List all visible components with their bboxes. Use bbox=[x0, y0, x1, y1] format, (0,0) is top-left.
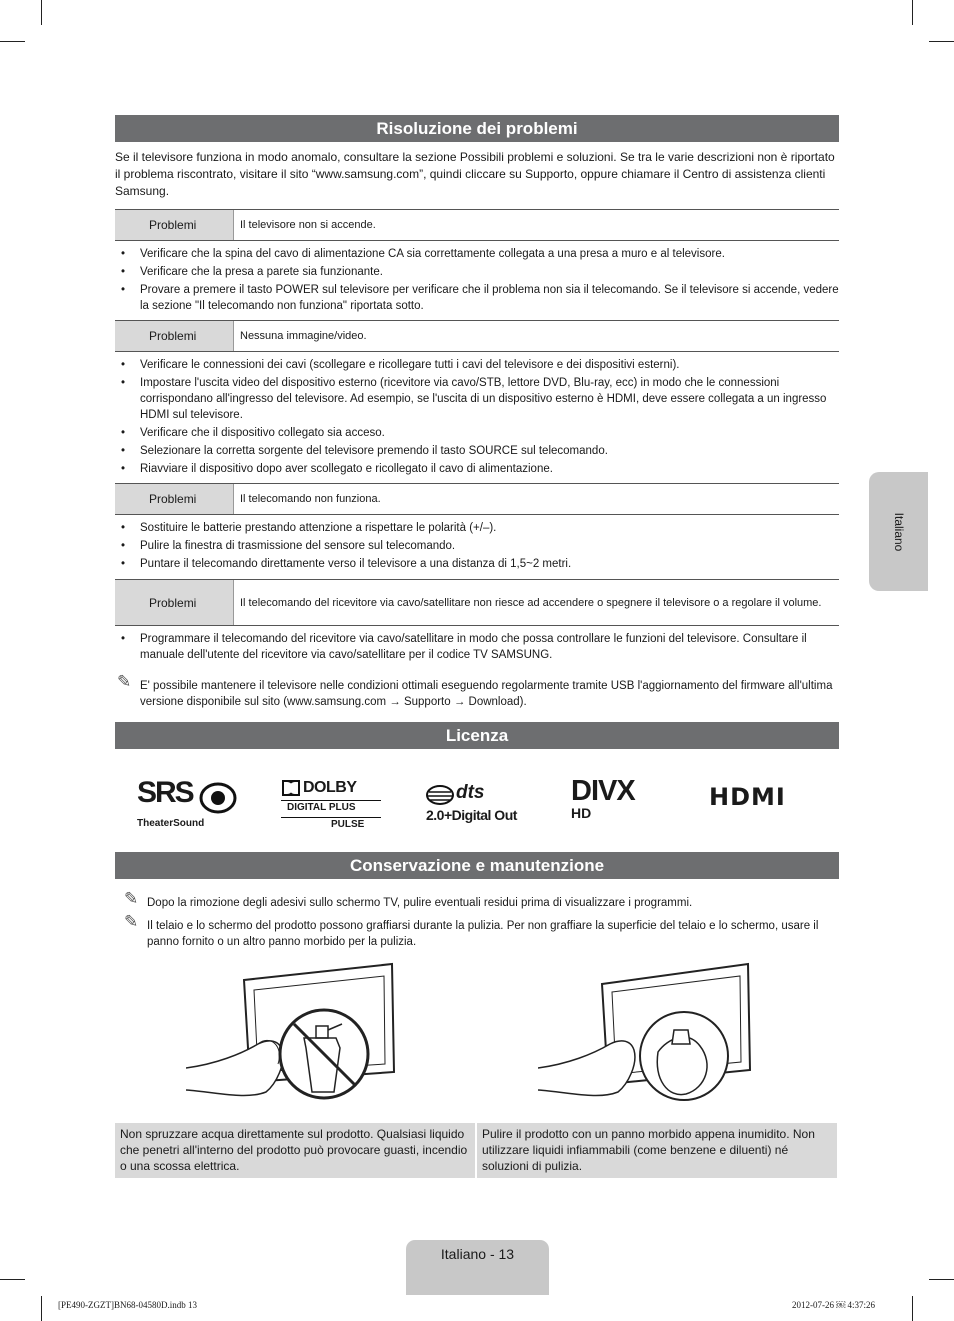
list-item: • Selezionare la corretta sorgente del televisore premendo il tasto SOURCE sul telecomando. bbox=[115, 443, 839, 459]
list-item: • Verificare che la presa a parete sia funzionante. bbox=[115, 264, 839, 280]
care-note bbox=[124, 912, 839, 950]
hdmi-logo-text: HDMI bbox=[709, 783, 786, 811]
pencil-note-icon: ✎ bbox=[117, 672, 132, 691]
dolby-logo-text: DOLBY bbox=[303, 779, 357, 796]
intro-text: Se il televisore funziona in modo anomalo, consultare la sezione Possibili problemi e soluzioni. Se tra le varie descrizioni non è riportato il problema riscontrato, visitare il sito “www.samsung.com”, quindi cliccare su Supporto, oppure chiamare il Centro di assistenza clienti Samsung. bbox=[115, 150, 835, 198]
footer-file-name: [PE490-ZGZT]BN68-04580D.indb 13 bbox=[58, 1300, 197, 1310]
problem-title: Il telecomando non funziona. bbox=[233, 484, 839, 514]
divx-logo-text: DIVX bbox=[571, 775, 635, 807]
language-side-tab bbox=[869, 472, 928, 591]
list-item: • Sostituire le batterie prestando attenzione a rispettare le polarità (+/–). bbox=[115, 520, 839, 536]
side-tab-label: Italiano bbox=[891, 512, 906, 551]
list-item: • Impostare l'uscita video del dispositivo esterno (ricevitore via cavo/STB, lettore DVD, Blu-ray, ecc) in modo che le connessioni corrispondano all'ingresso del televisore. Ad esempio, se l'uscita di un dispositivo esterno è HDMI, deve essere collegata a un ingresso HDMI sul televisore. bbox=[115, 375, 839, 423]
problem-label: Problemi bbox=[115, 210, 233, 240]
dolby-double-d-icon bbox=[282, 780, 300, 796]
solution-list bbox=[115, 246, 839, 316]
solution-list bbox=[115, 520, 839, 574]
caption-wipe-cloth: Pulire il prodotto con un panno morbido appena inumidito. Non utilizzare liquidi infiammabili (come benzene e diluenti) né soluzioni di pulizia. bbox=[477, 1123, 837, 1178]
page-number-text: Italiano - 13 bbox=[440, 1246, 515, 1262]
list-item: • Verificare le connessioni dei cavi (scollegare e ricollegare tutti i cavi del televisore e dei dispositivi esterni). bbox=[115, 357, 839, 373]
dts-logo bbox=[426, 782, 531, 829]
list-item: • Puntare il telecomando direttamente verso il televisore a una distanza di 1,5~2 metri. bbox=[115, 556, 839, 572]
section-header-license: Licenza bbox=[115, 722, 839, 749]
problem-label: Problemi bbox=[115, 580, 233, 625]
divx-logo bbox=[571, 775, 675, 829]
problem-row bbox=[115, 579, 839, 626]
problem-row bbox=[115, 320, 839, 352]
srs-logo-text: SRS bbox=[137, 776, 193, 809]
srs-sub-text: TheaterSound bbox=[137, 818, 205, 829]
care-note bbox=[124, 889, 839, 911]
page-number-tab bbox=[406, 1240, 549, 1295]
divx-hd-text: HD bbox=[571, 805, 592, 821]
note-text: Il telaio e lo schermo del prodotto possono graffiarsi durante la pulizia. Per non graffiare la superficie del telaio e lo schermo, usare il panno fornito o un altro panno morbido per la pulizia. bbox=[147, 920, 819, 948]
dolby-sub-text: DIGITAL PLUS bbox=[287, 802, 356, 813]
srs-emblem-icon bbox=[199, 782, 237, 814]
srs-logo bbox=[137, 776, 237, 830]
dts-swirl-icon bbox=[426, 785, 454, 805]
list-item: • Verificare che il dispositivo collegato sia acceso. bbox=[115, 425, 839, 441]
problem-label: Problemi bbox=[115, 321, 233, 351]
footer-timestamp: 2012-07-26 ￼ 4:37:26 bbox=[792, 1300, 875, 1310]
problem-row bbox=[115, 209, 839, 241]
solution-list bbox=[115, 357, 839, 479]
license-logos bbox=[115, 773, 839, 833]
dolby-logo bbox=[281, 779, 383, 833]
list-item: • Riavviare il dispositivo dopo aver scollegato e ricollegato il cavo di alimentazione. bbox=[115, 461, 839, 477]
dts-logo-text: dts bbox=[456, 782, 485, 803]
problem-title: Il telecomando del ricevitore via cavo/satellitare non riesce ad accendere o spegnere il televisore o a regolare il volume. bbox=[233, 580, 839, 625]
note-text: E' possibile mantenere il televisore nelle condizioni ottimali eseguendo regolarmente tramite USB l'aggiornamento del firmware all'ultima versione disponibile sul sito (www.samsung.com → Supporto → Download). bbox=[140, 680, 833, 708]
wipe-cloth-illustration bbox=[538, 960, 752, 1120]
problem-label: Problemi bbox=[115, 484, 233, 514]
list-item: • Programmare il telecomando del ricevitore via cavo/satellitare in modo che possa controllare le funzioni del televisore. Consultare il manuale dell'utente del ricevitore via cavo/satellitare per il codice TV SAMSUNG. bbox=[115, 631, 839, 663]
note-text: Dopo la rimozione degli adesivi sullo schermo TV, pulire eventuali residui prima di visualizzare i programmi. bbox=[147, 897, 693, 909]
list-item: • Provare a premere il tasto POWER sul televisore per verificare che il problema non sia il telecomando. Se il televisore si accende, vedere la sezione "Il telecomando non funziona" riportata sotto. bbox=[115, 282, 839, 314]
problem-title: Nessuna immagine/video. bbox=[233, 321, 839, 351]
problem-title: Il televisore non si accende. bbox=[233, 210, 839, 240]
list-item: • Pulire la finestra di trasmissione del sensore sul telecomando. bbox=[115, 538, 839, 554]
section-header-troubleshooting: Risoluzione dei problemi bbox=[115, 115, 839, 142]
firmware-note bbox=[117, 672, 838, 710]
problem-row bbox=[115, 483, 839, 515]
list-item: • Verificare che la spina del cavo di alimentazione CA sia correttamente collegata a una presa a muro e al televisore. bbox=[115, 246, 839, 262]
caption-no-spray: Non spruzzare acqua direttamente sul prodotto. Qualsiasi liquido che penetri all'interno del prodotto può provocare guasti, incendio o una scossa elettrica. bbox=[115, 1123, 475, 1178]
dolby-pulse-text: PULSE bbox=[331, 819, 365, 830]
dts-sub-text: 2.0+Digital Out bbox=[426, 807, 517, 823]
pencil-note-icon: ✎ bbox=[124, 889, 139, 908]
hdmi-logo bbox=[709, 783, 825, 813]
no-spray-illustration bbox=[186, 960, 396, 1120]
section-header-care: Conservazione e manutenzione bbox=[115, 852, 839, 879]
solution-list bbox=[115, 631, 839, 665]
pencil-note-icon: ✎ bbox=[124, 912, 139, 931]
